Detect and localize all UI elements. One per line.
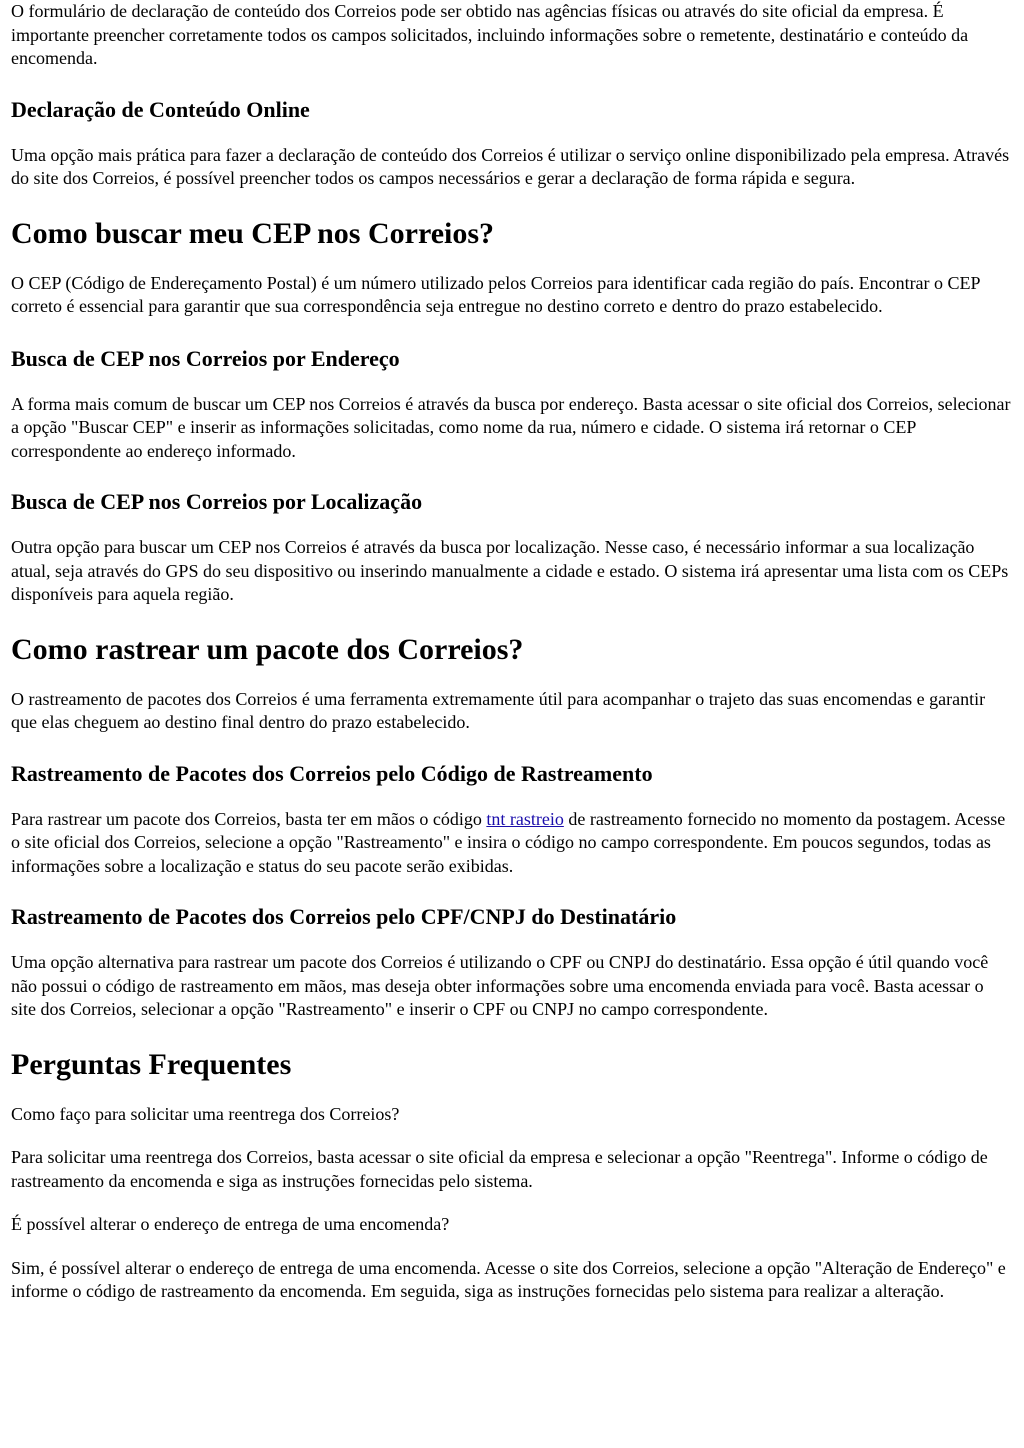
faq-question-endereco: É possível alterar o endereço de entrega de uma encomenda? (11, 1214, 450, 1234)
faq-question-reentrega: Como faço para solicitar uma reentrega dos Correios? (11, 1103, 400, 1124)
paragraph-cep-localizacao: Outra opção para buscar um CEP nos Correios é através da busca por localização. Nesse caso, é necessário informar a sua localização atual, seja através do GPS do seu dispositivo ou inserindo manualmente a cidade e estado. O sistema irá apresentar uma lista com os CEPs disponíveis para aquela região. (11, 537, 1009, 604)
paragraph-rastreio-cpf: Uma opção alternativa para rastrear um pacote dos Correios é utilizando o CPF ou CNPJ do destinatário. Essa opção é útil quando você não possui o código de rastreamento em mãos, mas deseja obter informações sobre uma encomenda enviada para você. Basta acessar o site dos Correios, selecionar a opção "Rastreamento" e inserir o CPF ou CNPJ no campo correspondente. (11, 952, 989, 1019)
faq-answer-reentrega: Para solicitar uma reentrega dos Correios, basta acessar o site oficial da empresa e selecionar a opção "Reentrega". Informe o código de rastreamento da encomenda e siga as instruções fornecidas pelo sistema. (11, 1147, 988, 1191)
paragraph-rastreio-codigo-end: de rastreamento fornecido no momento da postagem. Acesse o site oficial dos Correios, selecione a opção "Rastreamento" e insira o código no campo correspondente. Em poucos segundos, todas as informações sobre a localização e status do seu pacote serão exibidas. (11, 808, 1006, 876)
heading-cep: Como buscar meu CEP nos Correios? (11, 216, 495, 250)
paragraph-cep-intro: O CEP (Código de Endereçamento Postal) é um número utilizado pelos Correios para identificar cada região do país. Encontrar o CEP correto é essencial para garantir que sua correspondência seja entregue no destino correto e dentro do prazo estabelecido. (11, 272, 980, 316)
heading-rastrear: Como rastrear um pacote dos Correios? (11, 632, 524, 666)
heading-cep-localizacao: Busca de CEP nos Correios por Localização (11, 489, 423, 514)
paragraph-rastrear-intro: O rastreamento de pacotes dos Correios é uma ferramenta extremamente útil para acompanhar o trajeto das suas encomendas e garantir que elas cheguem ao destino final dentro do prazo estabelecido. (11, 688, 986, 732)
heading-cep-endereco: Busca de CEP nos Correios por Endereço (11, 345, 400, 371)
paragraph-formulario: O formulário de declaração de conteúdo dos Correios pode ser obtido nas agências físicas ou através do site oficial da empresa. É importante preencher corretamente todos os campos solicitados, incluindo informações sobre o remetente, destinatário e conteúdo da encomenda. (11, 1, 969, 68)
heading-declaracao-online: Declaração de Conteúdo Online (11, 96, 310, 122)
tnt-rastreio-link[interactable]: tnt rastreio (486, 808, 564, 829)
faq-answer-endereco: Sim, é possível alterar o endereço de entrega de uma encomenda. Acesse o site dos Correios, selecione a opção "Alteração de Endereço" e informe o código de rastreamento da encomenda. Em seguida, siga as instruções fornecidas pelo sistema para realizar a alteração. (11, 1257, 1006, 1301)
heading-rastreio-codigo: Rastreamento de Pacotes dos Correios pelo Código de Rastreamento (11, 760, 653, 786)
paragraph-declaracao-online: Uma opção mais prática para fazer a declaração de conteúdo dos Correios é utilizar o serviço online disponibilizado pela empresa. Através do site dos Correios, é possível preencher todos os campos necessários e gerar a declaração de forma rápida e segura. (11, 144, 1010, 188)
paragraph-rastreio-codigo (11, 808, 1012, 879)
paragraph-cep-endereco: A forma mais comum de buscar um CEP nos Correios é através da busca por endereço. Basta acessar o site oficial dos Correios, selecionar a opção "Buscar CEP" e inserir as informações solicitadas, como nome da rua, número e cidade. O sistema irá retornar o CEP correspondente ao endereço informado. (11, 393, 1011, 461)
heading-faq: Perguntas Frequentes (11, 1047, 292, 1081)
heading-rastreio-cpf: Rastreamento de Pacotes dos Correios pelo CPF/CNPJ do Destinatário (11, 904, 677, 929)
paragraph-rastreio-codigo-start: Para rastrear um pacote dos Correios, basta ter em mãos o código (11, 808, 487, 829)
